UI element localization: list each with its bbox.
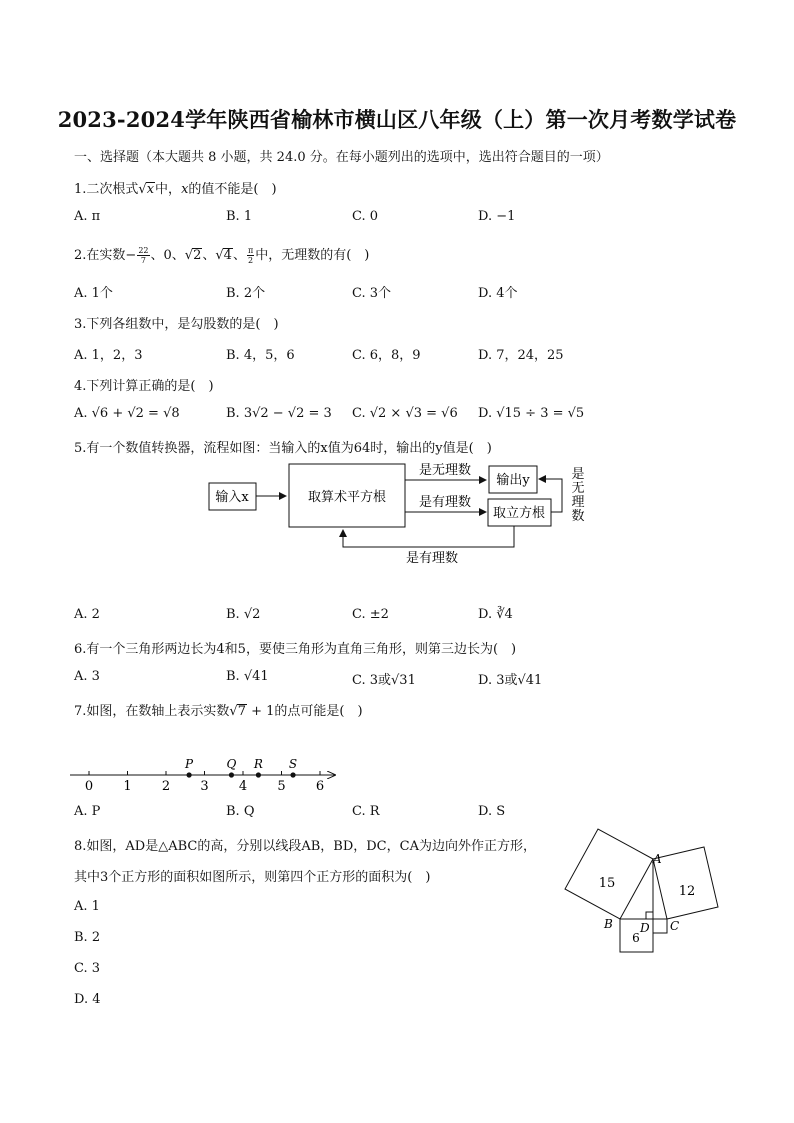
number-line-point-label: P — [185, 757, 194, 771]
number-line-tick-label: 0 — [84, 779, 94, 794]
flow-input-label: 输入x — [215, 490, 249, 505]
q7-option-b[interactable]: B. Q — [226, 804, 255, 819]
q4-option-a[interactable]: A. √6 + √2 = √8 — [74, 406, 180, 421]
q3-option-b[interactable]: B. 4，5，6 — [226, 348, 295, 363]
q8-option-c[interactable]: C. 3 — [74, 961, 101, 976]
q2-sep2: 、 — [232, 248, 246, 263]
q2-option-c[interactable]: C. 3个 — [352, 286, 392, 301]
q1-option-c[interactable]: C. 0 — [352, 209, 379, 224]
number-line-tick-label: 1 — [123, 779, 132, 794]
question-3: 3.下列各组数中，是勾股数的是( ) — [74, 317, 279, 332]
flow-side-3: 理 — [571, 495, 585, 510]
q4-option-b[interactable]: B. 3√2 − √2 = 3 — [226, 406, 332, 421]
q1-var: x — [181, 182, 189, 197]
q2-option-a[interactable]: A. 1个 — [74, 286, 113, 301]
question-8-line-1: 8.如图，AD是△ABC的高，分别以线段AB，BD，DC，CA为边向外作正方形， — [74, 839, 536, 854]
number-line-tick-label: 3 — [200, 779, 209, 794]
number-line-point — [229, 772, 234, 777]
q1-option-d[interactable]: D. −1 — [478, 209, 516, 224]
square-ac — [653, 847, 718, 919]
square-ab — [565, 829, 653, 919]
q2-pnum: π — [247, 246, 254, 255]
q7-radicand: 7 — [237, 704, 246, 719]
q2-fraction — [137, 246, 149, 265]
vertex-a: A — [653, 852, 662, 866]
q8-option-a[interactable]: A. 1 — [74, 899, 100, 914]
flowchart — [200, 456, 600, 572]
flow-side-4: 数 — [571, 509, 585, 524]
q7-post: + 1的点可能是( ) — [246, 704, 363, 719]
q1-pre: 1.二次根式 — [74, 182, 139, 197]
q1-mid: 中， — [155, 182, 182, 197]
q7-pre: 7.如图，在数轴上表示实数 — [74, 704, 230, 719]
q2-rad2: 4 — [223, 248, 232, 263]
q2-pden: 2 — [248, 256, 254, 265]
number-line-point — [290, 772, 295, 777]
number-line-tick-label: 4 — [238, 779, 248, 794]
question-8-line-2: 其中3个正方形的面积如图所示，则第四个正方形的面积为( ) — [74, 870, 431, 885]
q2-pi-fraction — [247, 246, 254, 265]
section-header: 一、选择题（本大题共 8 小题，共 24.0 分。在每小题列出的选项中，选出符合题目的一项） — [74, 150, 609, 165]
number-line-tick-label: 6 — [315, 779, 325, 794]
q5-option-a[interactable]: A. 2 — [74, 607, 100, 622]
q2-post: 中，无理数的有( ) — [255, 248, 370, 263]
number-line-point-label: Q — [226, 757, 237, 771]
q2-rad1: 2 — [193, 248, 202, 263]
q7-option-c[interactable]: C. R — [352, 804, 380, 819]
q2-num: 22 — [138, 246, 149, 255]
right-angle-mark — [646, 912, 653, 919]
flow-loop-label: 是有理数 — [405, 551, 459, 566]
flow-rat-label: 是有理数 — [418, 495, 472, 510]
flow-side-1: 是 — [571, 467, 585, 482]
q5-option-b[interactable]: B. √2 — [226, 607, 261, 622]
number-line-point — [256, 772, 261, 777]
q8-option-d[interactable]: D. 4 — [74, 992, 101, 1007]
question-1: 1.二次根式√x中，x的值不能是( ) — [74, 182, 277, 197]
area-label-ac: 12 — [678, 884, 696, 899]
question-6: 6.有一个三角形两边长为4和5，要使三角形为直角三角形，则第三边长为( ) — [74, 642, 517, 657]
q1-radicand: x — [146, 182, 155, 197]
q2-sep: 、 — [202, 248, 216, 263]
q3-option-c[interactable]: C. 6，8，9 — [352, 348, 421, 363]
q2-option-b[interactable]: B. 2个 — [226, 286, 266, 301]
number-line-point-label: S — [288, 757, 298, 771]
vertex-c: C — [670, 919, 680, 933]
q1-option-b[interactable]: B. 1 — [226, 209, 253, 224]
number-line — [70, 750, 345, 798]
number-line-tick-label: 2 — [161, 779, 171, 794]
q6-option-a[interactable]: A. 3 — [74, 669, 100, 684]
question-5: 5.有一个数值转换器，流程如图：当输入的x值为64时，输出的y值是( ) — [74, 441, 492, 456]
q5-option-c[interactable]: C. ±2 — [352, 607, 389, 622]
flow-irr-label: 是无理数 — [418, 463, 472, 478]
q2-pre: 2.在实数 — [74, 248, 126, 263]
question-4: 4.下列计算正确的是( ) — [74, 379, 214, 394]
q7-option-a[interactable]: A. P — [74, 804, 101, 819]
page-title: 2023-2024学年陕西省榆林市横山区八年级（上）第一次月考数学试卷 — [57, 107, 737, 132]
squares-figure — [560, 826, 730, 958]
q4-option-c[interactable]: C. √2 × √3 = √6 — [352, 406, 458, 421]
flow-side-2: 无 — [571, 481, 585, 496]
q1-option-a[interactable]: A. π — [74, 209, 101, 224]
question-2: 2.在实数− $\frac{22}{7}$ 、0、√2、√4、 $\frac{\pi}{2}$ 中，无理数的有( ) — [74, 246, 370, 265]
q2-den: 7 — [140, 256, 146, 265]
q5-option-d[interactable]: D. ∛4 — [478, 607, 513, 622]
number-line-point — [187, 772, 192, 777]
vertex-d: D — [640, 921, 650, 935]
q6-option-d[interactable]: D. 3或√41 — [478, 673, 543, 688]
question-7: 7.如图，在数轴上表示实数√7 + 1的点可能是( ) — [74, 704, 363, 719]
number-line-tick-label: 5 — [277, 779, 286, 794]
q1-post: 的值不能是( ) — [188, 182, 277, 197]
q2-option-d[interactable]: D. 4个 — [478, 286, 518, 301]
q3-option-d[interactable]: D. 7，24，25 — [478, 348, 564, 363]
vertex-b: B — [604, 917, 613, 931]
q2-list: 、0、 — [150, 248, 185, 263]
square-dc — [653, 919, 667, 933]
q7-option-d[interactable]: D. S — [478, 804, 506, 819]
number-line-point-label: R — [253, 757, 263, 771]
q6-option-b[interactable]: B. √41 — [226, 669, 269, 684]
q3-option-a[interactable]: A. 1，2，3 — [74, 348, 143, 363]
flow-cube-label: 取立方根 — [492, 506, 546, 521]
q4-option-d[interactable]: D. √15 ÷ 3 = √5 — [478, 406, 585, 421]
q2-neg: − — [125, 248, 137, 263]
area-label-bd: 6 — [632, 931, 640, 945]
q6-option-c[interactable]: C. 3或√31 — [352, 673, 416, 688]
q8-option-b[interactable]: B. 2 — [74, 930, 101, 945]
flow-output-label: 输出y — [496, 473, 530, 488]
flow-loop-arrow — [343, 526, 514, 547]
flow-process-label: 取算术平方根 — [307, 490, 387, 505]
area-label-ab: 15 — [598, 876, 616, 891]
